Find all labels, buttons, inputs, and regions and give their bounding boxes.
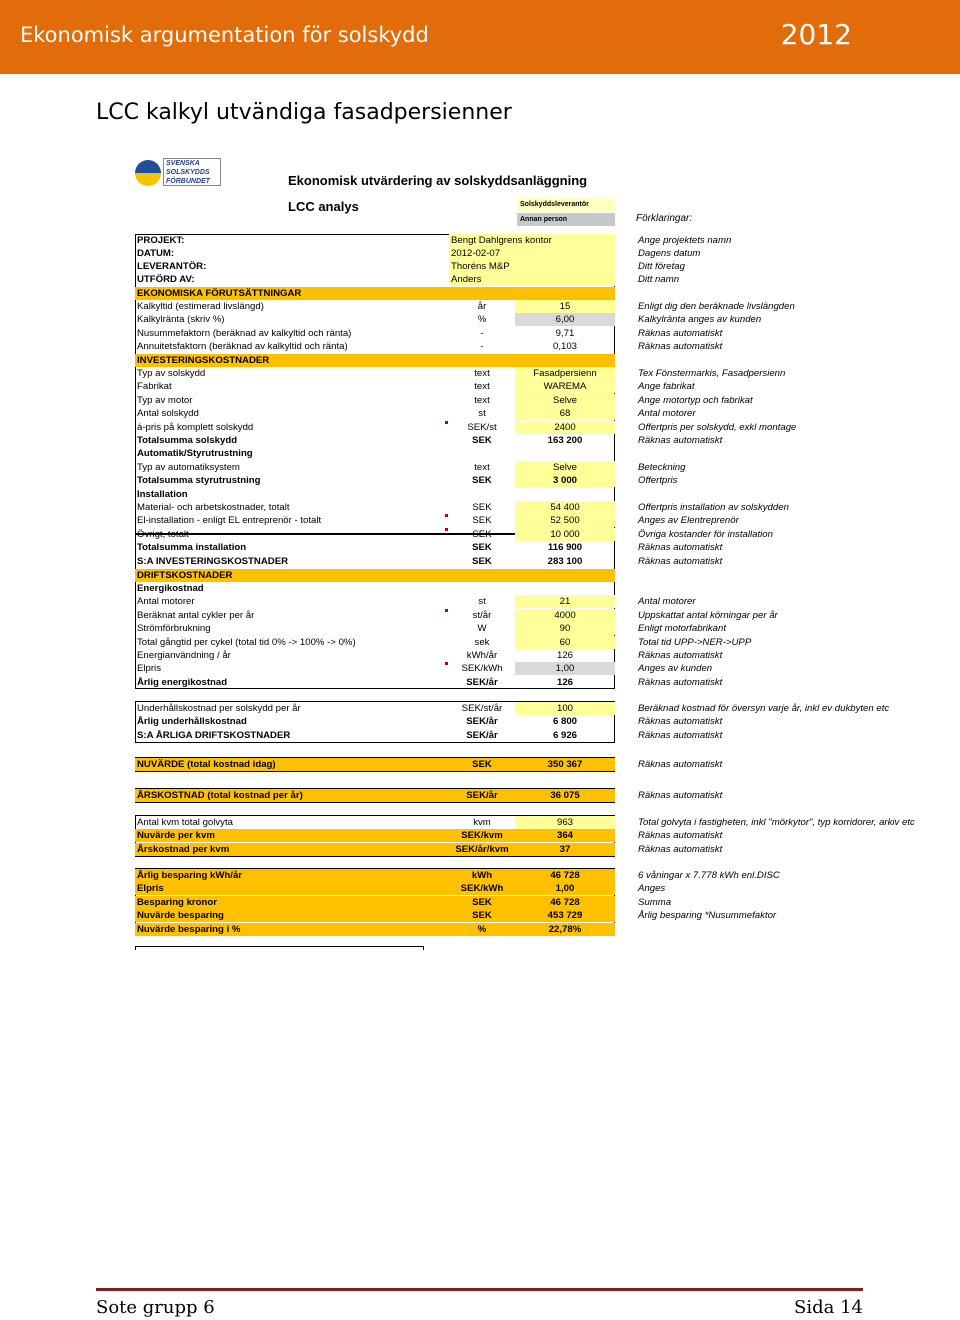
explanation: Räknas automatiskt <box>638 555 723 567</box>
table-row: Kalkylränta (skriv %) % 6,00 <box>135 313 615 326</box>
table-row: DATUM: 2012-02-07 <box>135 247 615 260</box>
comment-marker-icon <box>445 421 448 424</box>
row-unit <box>449 488 515 501</box>
row-unit: SEK/år <box>466 676 498 688</box>
row-label: Beräknat antal cykler per år <box>137 609 255 621</box>
explanation: Ditt företag <box>638 261 685 272</box>
row-unit: SEK <box>472 542 492 554</box>
row-unit: SEK <box>472 502 492 513</box>
explanation: Total tid UPP->NER->UPP <box>638 636 752 648</box>
value-cell[interactable]: 3 000 <box>515 474 615 487</box>
explanation: Kalkylränta anges av kunden <box>638 314 762 325</box>
legend-other: Annan person <box>517 213 615 226</box>
value-cell <box>515 488 615 501</box>
value-cell: 126 <box>556 676 573 688</box>
row-label: Antal solskydd <box>137 408 199 420</box>
row-label: Totalsumma solskydd <box>137 435 238 446</box>
row-unit: SEK <box>472 515 492 527</box>
table-row <box>135 816 615 829</box>
explanation: Offertpris per solskydd, exkl montage <box>638 421 797 433</box>
value-cell[interactable]: 36 075 <box>515 789 615 802</box>
table-row <box>135 896 615 909</box>
table-row <box>135 715 615 728</box>
table-row <box>135 488 615 501</box>
table-row: LEVERANTÖR: Thoréns M&P <box>135 260 615 273</box>
value-cell: 6 800 <box>552 716 577 728</box>
value-cell[interactable]: 963 <box>515 816 615 829</box>
row-label: S:A INVESTERINGSKOSTNADER <box>137 555 289 567</box>
row-label: S:A ÅRLIGA DRIFTSKOSTNADER <box>137 729 291 741</box>
explanation: Enligt motorfabrikant <box>638 623 726 635</box>
explanation: Räknas automatiskt <box>638 341 723 352</box>
table-row <box>135 609 615 622</box>
table-row <box>135 461 615 474</box>
row-label: Antal motorer <box>137 596 195 608</box>
explanation: Antal motorer <box>638 596 696 608</box>
table-row <box>135 758 615 771</box>
row-unit: text <box>474 368 490 379</box>
table-row <box>135 514 615 527</box>
value-cell <box>515 582 615 595</box>
row-label: Elpris <box>135 882 449 895</box>
row-unit: st <box>478 596 486 608</box>
row-label: ÅRSKOSTNAD (total kostnad per år) <box>135 789 449 802</box>
header-title: Ekonomisk argumentation för solskydd <box>20 23 429 47</box>
explanation: Räknas automatiskt <box>638 676 723 688</box>
row-label: Typ av motor <box>137 394 193 406</box>
header-bar <box>0 0 960 74</box>
project-name-cell[interactable]: Bengt Dahlgrens kontor <box>449 234 615 247</box>
row-unit: SEK/kWh <box>449 882 515 895</box>
row-unit: SEK/st/år <box>461 703 503 714</box>
row-unit: kWh <box>449 869 515 882</box>
table-row <box>135 829 615 842</box>
value-cell[interactable]: 52 500 <box>515 514 615 527</box>
value-cell[interactable]: 100 <box>515 702 615 715</box>
table-row <box>135 882 615 895</box>
table-row <box>135 421 615 434</box>
row-unit: SEK <box>472 528 492 540</box>
section-header-operating <box>135 569 615 582</box>
comment-marker-icon <box>445 528 448 531</box>
date-cell[interactable]: 2012-02-07 <box>449 247 615 260</box>
row-label: Typ av automatiksystem <box>137 461 240 473</box>
value-cell[interactable]: 21 <box>515 595 615 608</box>
row-label: Besparing kronor <box>135 896 449 909</box>
row-label: Årlig besparing kWh/år <box>135 869 449 882</box>
svenska-solskydds-logo <box>135 158 223 188</box>
explanation: Årlig besparing *Nusummefaktor <box>638 910 777 922</box>
table-row <box>135 582 615 595</box>
row-label: Underhållskostnad per solskydd per år <box>137 703 301 714</box>
logo-emblem-icon <box>135 160 161 186</box>
row-label: Fabrikat <box>137 381 172 393</box>
explanation: Ange fabrikat <box>638 381 695 393</box>
table-row: Annuitetsfaktorn (beräknad av kalkyltid och ränta) - 0,103 <box>135 340 615 353</box>
explanation: Räknas automatiskt <box>638 328 723 339</box>
table-row: PROJEKT: Bengt Dahlgrens kontor <box>135 234 615 247</box>
row-label: Nuvärde besparing i % <box>135 923 449 936</box>
row-label: Övrigt, totalt <box>137 528 189 540</box>
row-unit: text <box>474 381 490 393</box>
row-label: Energianvändning / år <box>137 650 231 661</box>
value-cell: 0,103 <box>552 341 577 352</box>
value-cell[interactable]: 15 <box>515 300 615 313</box>
row-label: Typ av solskydd <box>137 368 206 379</box>
row-unit: SEK <box>449 909 515 922</box>
table-row <box>135 869 615 882</box>
explanation: Räknas automatiskt <box>638 716 723 728</box>
divider <box>135 946 424 947</box>
value-cell[interactable]: 60 <box>515 636 615 649</box>
section-header-economy: EKONOMISKA FÖRUTSÄTTNINGAR <box>135 287 615 300</box>
explanation: Ange projektets namn <box>638 235 732 246</box>
row-label: El-installation - enligt EL entreprenör - totalt <box>137 515 322 527</box>
row-label: Årlig underhållskostnad <box>137 716 247 728</box>
value-cell[interactable]: Fasadpersienn <box>515 367 615 380</box>
value-cell: 283 100 <box>547 555 583 567</box>
explanation: Beteckning <box>638 461 686 473</box>
explanation: Räknas automatiskt <box>638 542 723 554</box>
value-cell[interactable]: 37 <box>515 843 615 856</box>
explanation: Anges av Elentreprenör <box>638 515 739 527</box>
document-title: LCC kalkyl utvändiga fasadpersienner <box>96 100 512 125</box>
table-row: UTFÖRD AV: Anders <box>135 273 615 286</box>
supplier-cell[interactable]: Thoréns M&P <box>449 260 615 273</box>
value-cell[interactable]: 90 <box>515 622 615 635</box>
row-unit: st <box>478 408 486 420</box>
header-year: 2012 <box>780 18 852 51</box>
value-cell: 6 926 <box>552 729 577 741</box>
explanation: Anges av kunden <box>638 663 713 675</box>
explanation: Summa <box>638 896 672 908</box>
row-label: Årlig energikostnad <box>137 676 228 688</box>
legend-supplier: Solskyddsleverantör <box>517 198 615 212</box>
comment-marker-icon <box>445 662 448 665</box>
table-row <box>135 649 615 662</box>
footer-page: Sida 14 <box>794 1297 863 1318</box>
table-row <box>135 595 615 608</box>
row-unit: text <box>474 394 490 406</box>
row-unit <box>449 582 515 595</box>
table-row <box>135 434 615 447</box>
row-unit <box>449 447 515 460</box>
value-cell: 163 200 <box>547 435 583 446</box>
section-header-investment: INVESTERINGSKOSTNADER <box>135 354 615 367</box>
table-row <box>135 622 615 635</box>
explanation: Antal motorer <box>638 408 696 420</box>
table-row <box>135 474 615 487</box>
row-label: Elpris <box>137 663 161 675</box>
row-label: Antal kvm total golvyta <box>137 817 233 828</box>
value-cell: 126 <box>556 650 573 661</box>
row-unit: SEK/kvm <box>449 829 515 842</box>
table-row <box>135 447 615 460</box>
table-row <box>135 843 615 856</box>
explanation: Räknas automatiskt <box>638 729 723 741</box>
value-cell[interactable]: 6,00 <box>515 313 615 326</box>
divider <box>423 946 424 950</box>
row-label: Automatik/Styrutrustning <box>137 448 253 460</box>
explanation: Ange motortyp och fabrikat <box>638 394 753 406</box>
row-label: Nuvärde per kvm <box>135 829 449 842</box>
row-label: Installation <box>137 488 188 500</box>
footer-rule <box>96 1288 863 1291</box>
value-cell[interactable]: WAREMA <box>515 380 615 393</box>
table-row: Kalkyltid (estimerad livslängd) år 15 <box>135 300 615 313</box>
lcc-label: LCC analys <box>288 199 359 214</box>
value-cell[interactable]: 10 000 <box>515 528 615 541</box>
value-cell[interactable]: 54 400 <box>515 501 615 514</box>
row-unit: text <box>474 461 490 473</box>
row-unit: SEK <box>449 896 515 909</box>
value-cell[interactable]: 1,00 <box>515 662 615 675</box>
row-label: Strömförbrukning <box>137 623 211 635</box>
table-row <box>135 380 615 393</box>
table-row <box>135 367 615 380</box>
divider <box>135 946 136 950</box>
explanation: Räknas automatiskt <box>638 650 723 661</box>
explanation: Anges <box>638 883 666 895</box>
row-unit: SEK/år/kvm <box>449 843 515 856</box>
row-unit: st/år <box>472 609 492 621</box>
row-unit: SEK/år <box>466 716 498 728</box>
table-row <box>135 541 615 554</box>
value-cell[interactable]: 46 728 <box>515 869 615 882</box>
explanation: 6 våningar x 7.778 kWh enl.DISC <box>638 870 780 881</box>
value-cell[interactable]: 22,78% <box>515 923 615 936</box>
sheet-title: Ekonomisk utvärdering av solskyddsanläggning <box>288 173 588 188</box>
row-unit: SEK <box>472 555 492 567</box>
explanation: Tex Fönstermarkis, Fasadpersienn <box>638 368 786 379</box>
row-unit: SEK <box>449 758 515 771</box>
comment-marker-icon <box>445 609 448 612</box>
row-label: Totalsumma installation <box>137 542 247 554</box>
row-label: Totalsumma styrutrustning <box>137 475 261 487</box>
table-row <box>135 501 615 514</box>
value-cell: 9,71 <box>555 328 575 339</box>
explanation: Enligt dig den beräknade livslängden <box>638 301 795 312</box>
table-row <box>135 636 615 649</box>
footer-group: Sote grupp 6 <box>96 1297 215 1318</box>
table-row <box>135 394 615 407</box>
explanation: Offertpris <box>638 475 678 487</box>
explanation: Uppskattat antal körningar per år <box>638 609 778 621</box>
table-row <box>135 662 615 675</box>
explanation: Ditt namn <box>638 274 680 285</box>
row-unit: sek <box>474 636 490 648</box>
value-cell <box>515 447 615 460</box>
value-cell[interactable]: 68 <box>515 407 615 420</box>
explanation: Total golvyta i fastigheten, inkl "mörkytor", typ korridorer, arkiv etc <box>638 817 915 828</box>
value-cell[interactable]: 364 <box>515 829 615 842</box>
row-unit: SEK/kWh <box>461 663 503 675</box>
explanation: Dagens datum <box>638 248 701 259</box>
explanation: Räknas automatiskt <box>638 435 723 446</box>
value-cell[interactable]: Selve <box>515 461 615 474</box>
row-label: NUVÄRDE (total kostnad idag) <box>135 758 449 771</box>
row-label: Material- och arbetskostnader, totalt <box>137 502 290 513</box>
explanation: Offertpris installation av solskydden <box>638 502 789 513</box>
row-unit: SEK/år <box>466 729 498 741</box>
row-unit: SEK/st <box>467 421 497 433</box>
section-label: DRIFTSKOSTNADER <box>135 569 615 582</box>
row-label: Energikostnad <box>137 583 204 594</box>
explanations-header: Förklaringar: <box>636 213 693 224</box>
row-label: á-pris på komplett solskydd <box>137 421 254 433</box>
value-cell[interactable]: 1,00 <box>515 882 615 895</box>
table-row <box>135 909 615 922</box>
row-unit: W <box>477 623 487 635</box>
table-row <box>135 789 615 802</box>
table-row <box>135 528 615 541</box>
row-unit: kWh/år <box>466 650 498 661</box>
explanation: Räknas automatiskt <box>638 843 723 855</box>
row-unit: % <box>449 923 515 936</box>
explanation: Räknas automatiskt <box>638 830 723 842</box>
logo-text: SVENSKA SOLSKYDDS FÖRBUNDET <box>163 158 221 186</box>
value-cell[interactable]: 46 728 <box>515 896 615 909</box>
explanation: Räknas automatiskt <box>638 790 723 801</box>
value-cell[interactable]: 4000 <box>515 609 615 622</box>
explanation: Räknas automatiskt <box>638 759 723 770</box>
row-label: Nuvärde besparing <box>135 909 449 922</box>
value-cell[interactable]: 350 367 <box>515 758 615 771</box>
table-row <box>135 923 615 936</box>
value-cell[interactable]: 453 729 <box>515 909 615 922</box>
row-unit: SEK/år <box>449 789 515 802</box>
table-row <box>135 676 615 689</box>
table-row <box>135 702 615 715</box>
row-label: Årskostnad per kvm <box>135 843 449 856</box>
value-cell: 116 900 <box>547 542 583 554</box>
row-label: Total gångtid per cykel (total tid 0% -> 100% -> 0%) <box>137 636 356 648</box>
explanation: Beräknad kostnad för översyn varje år, inkl ev dukbyten etc <box>638 703 890 714</box>
table-row <box>135 407 615 420</box>
row-unit: SEK <box>472 435 492 446</box>
comment-marker-icon <box>445 514 448 517</box>
row-unit: kvm <box>473 817 491 828</box>
explanation: Övriga kostander för installation <box>638 528 773 540</box>
made-by-cell[interactable]: Anders <box>449 273 615 286</box>
row-unit: SEK <box>472 475 492 487</box>
value-cell[interactable]: 2400 <box>515 421 615 434</box>
value-cell[interactable]: Selve <box>515 394 615 407</box>
table-row <box>135 729 615 742</box>
table-row: Nusummefaktorn (beräknad av kalkyltid och ränta) - 9,71 <box>135 327 615 340</box>
table-row <box>135 555 615 568</box>
